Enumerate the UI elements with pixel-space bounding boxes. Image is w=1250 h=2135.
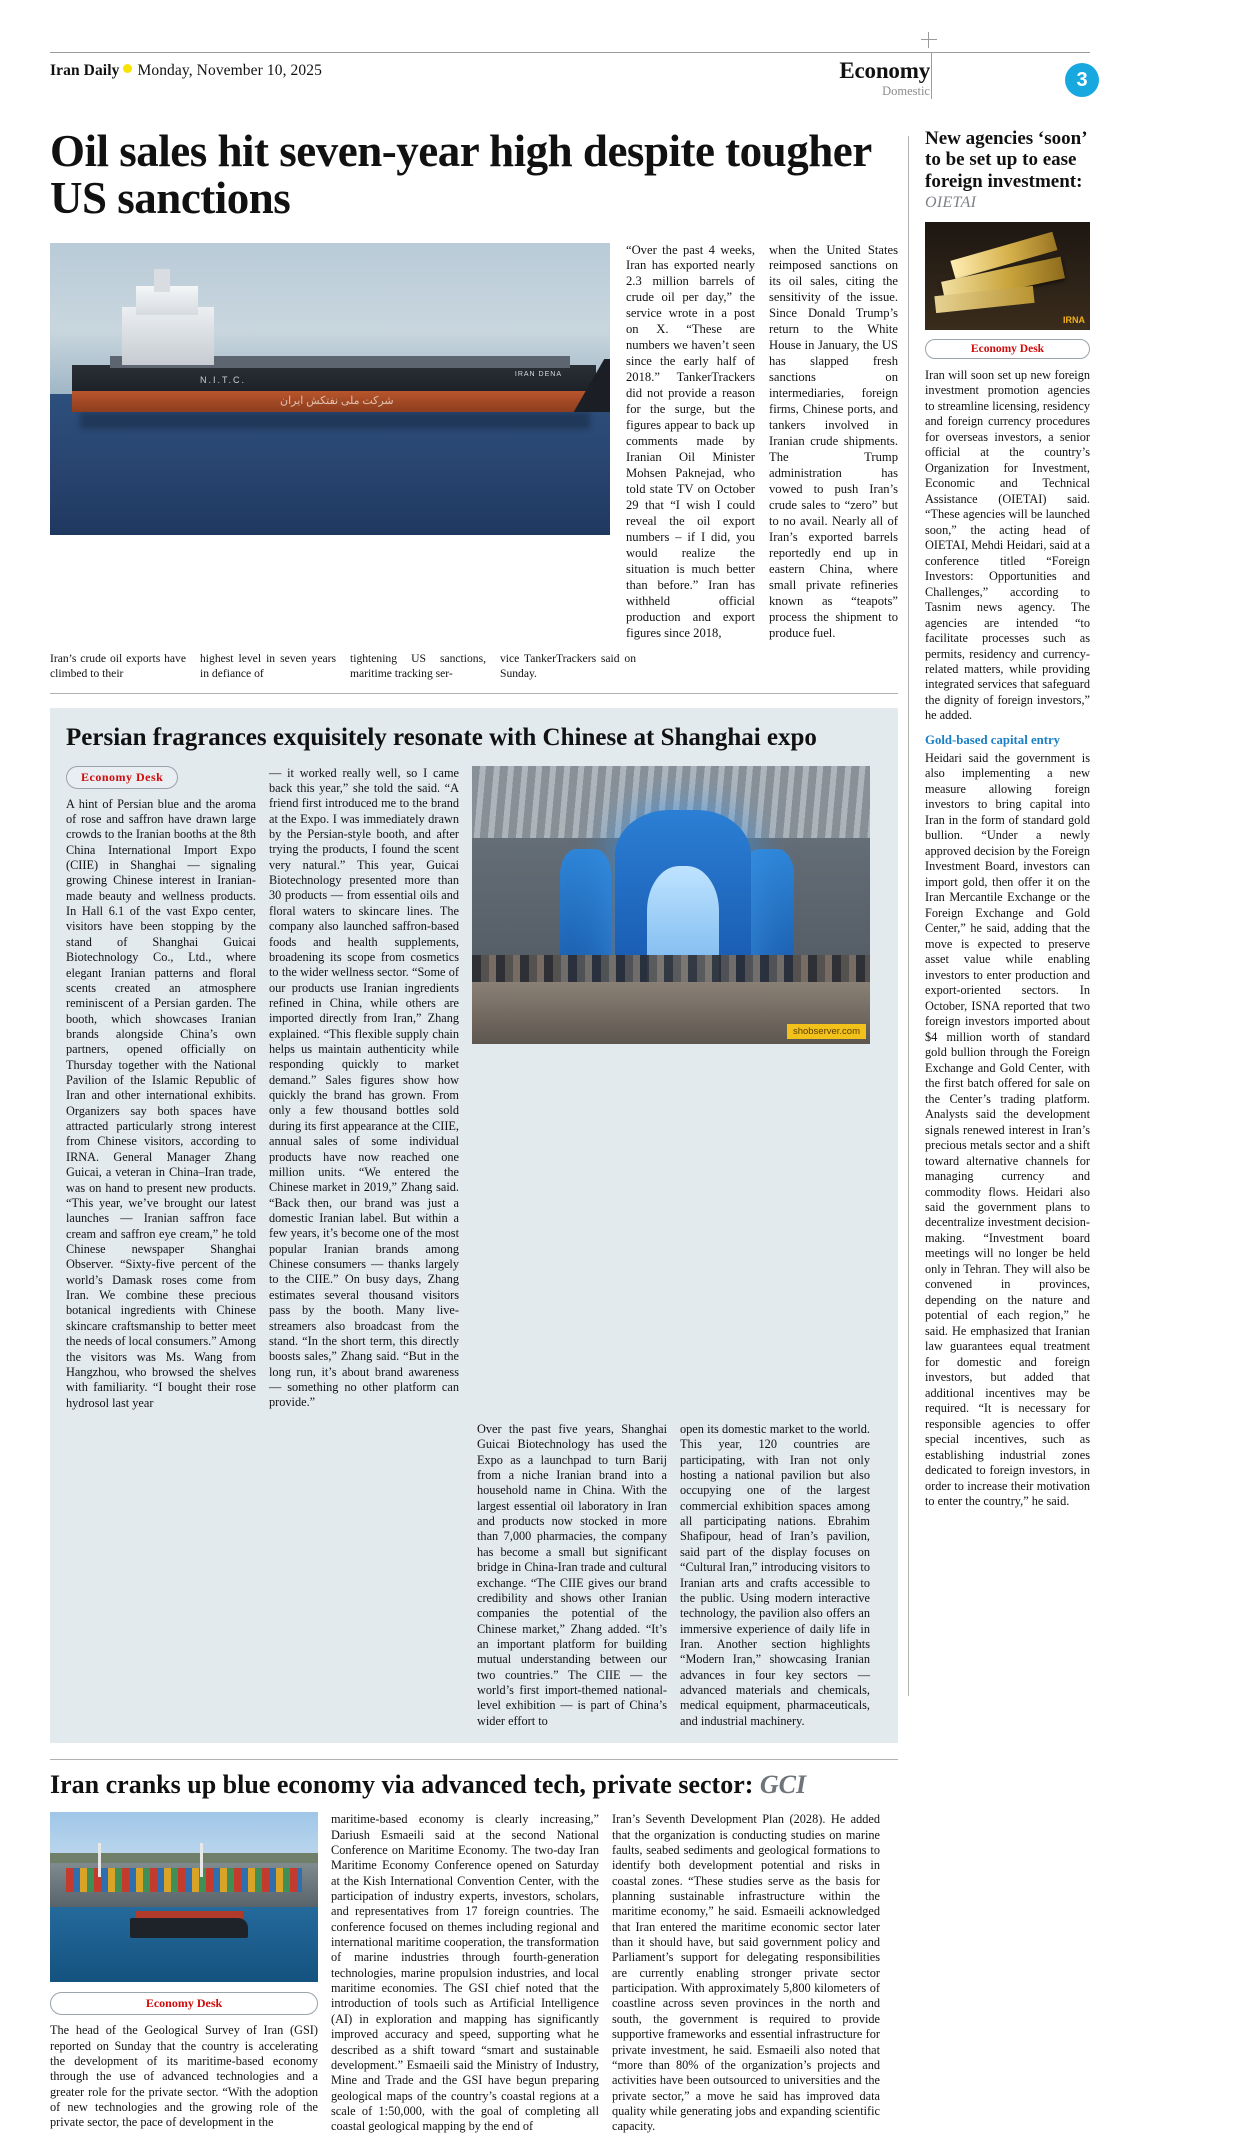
rail-body-1 [925,368,1090,724]
blue-economy-column-2-text: Iran’s Seventh Development Plan (2028). He added that the organization is conducting studies on marine faults, seabed sediments and geological formations to identify both development potential and risks in coastal zones. “These studies serve as the basis for planning sustainable infrastructure within the maritime economy,” he said. Esmaeili acknowledged that Iran entered the maritime economic sector later than it should have, but said government policy and Parliament’s support for delegating responsibilities are currently enabling stronger private sector participation. With approximately 5,800 kilometers of coastline across seven provinces in the north and south, the government is required to provide supportive frameworks and essential infrastructure for private investment, he said. Esmaeili also noted that “more than 80% of the organization’s projects and activities have been outsourced to universities and the private sector,” a move he said has improved data quality while generating jobs and expanding scientific capacity. [612,1812,880,2134]
shanghai-column-2 [269,766,459,1411]
blue-economy-headline [50,1770,898,1800]
rail-headline: New agencies ‘soon’ to be set up to ease foreign investment: [925,128,1087,192]
blue-economy-left-text: The head of the Geological Survey of Iran (GSI) reported on Sunday that the country is accelerating the development of its maritime-based economy through the use of advanced technologies and a greater role for the private sector. “With the adoption of new technologies and the growing role of the private sector, the pace of development in the [50,2023,318,2130]
economy-desk-badge: Economy Desk [66,766,178,789]
caption-cell-3: tightening US sanctions, maritime tracking ser- [350,652,486,680]
shanghai-bottom-spacer [66,1422,464,1729]
shanghai-column-1 [66,766,256,1411]
masthead-vertical-divider [931,53,932,99]
rail-vertical-divider [908,136,909,1696]
blue-economy-columns [50,1812,898,2135]
bullet-dot-icon [123,64,132,73]
gold-bullion-photo [925,222,1090,330]
shanghai-bottom-column-1-text: Over the past five years, Shanghai Guicai Biotechnology has used the Expo as a launchpad to turn Barij from a niche Iranian brand into a household name in China. With the largest essential oil laboratory in Iran and products now stocked in more than 7,000 pharmacies, the company has become a small but significant bridge in China-Iran trade and cultural exchange. “The CIIE gives our brand credibility and shows other Iranian companies the potential of the Chinese market,” Zhang added. “It’s an important platform for building mutual understanding between our two countries.” The CIIE — the world’s first import-themed national-level exhibition — is part of China’s wider effort to [477,1421,667,1728]
lead-column-2 [769,243,898,643]
photo-credit-irna: IRNA [1063,314,1085,325]
blue-economy-left [50,1812,318,2135]
port-terminal-photo [50,1812,318,1982]
shanghai-bottom-row [66,1422,882,1729]
lead-column-1 [626,243,755,643]
blue-economy-headline-main: Iran cranks up blue economy via advanced tech, private sector: [50,1770,754,1800]
page-number-badge: 3 [1065,63,1099,97]
caption-cell-4: vice TankerTrackers said on Sunday. [500,652,636,680]
rail-body-2 [925,751,1090,1510]
blue-economy-column-1-text: maritime-based economy is clearly increasing,” Dariush Esmaeili said at the second National Conference on Maritime Economy. The two-day Iran Maritime Economy Conference opened on Saturday at the Kish International Convention Center, with the participation of industry experts, investors, scholars, and representatives from 17 foreign countries. The conference focused on themes including regional and international maritime cooperation, the transformation of marine industries through fourth-generation technologies, marine propulsion industries, and local maritime economies. The GSI chief noted that the introduction of tools such as Artificial Intelligence (AI) in exploration and mapping has significantly improved accuracy and speed, supporting what he described as a shift toward “smart and sustainable development.” Esmaeili said the Ministry of Industry, Mine and Trade and the GSI have begun preparing geological maps of the country’s coastal regions at a scale of 1:50,000, with the goal of completing all coastal geological mapping by the end of [331,1812,599,2134]
lead-photo-caption [50,642,898,681]
rail-kicker: OIETAI [925,193,977,211]
masthead-left [50,62,322,80]
lead-column-1-text: “Over the past 4 weeks, Iran has exported nearly 2.3 million barrels of crude oil per day,” the service wrote in a post on X. “These are numbers we haven’t seen since the early half of 2018.” TankerTrackers did not provide a reason for the surge, but the figures appear to back up comments made by Iranian Oil Minister Mohsen Paknejad, who told state TV on October 29 that “I wish I could reveal the oil export numbers – if I did, you would realize the situation is much better than before.” Iran has withheld official production and export figures since 2018, [626,242,755,641]
blue-economy-column-2 [612,1812,880,2135]
tanker-hull-marking: N.I.T.C. [200,375,247,386]
section-subtitle: Domestic [882,84,930,99]
shanghai-expo-pavilion-photo [472,766,870,1044]
tanker-persian-marking: شرکت ملی نفتکش ایران [280,395,394,408]
blue-economy-article [50,1770,898,2135]
caption-cell-1: Iran’s crude oil exports have climbed to their [50,652,186,680]
section-title: Economy [839,58,930,83]
economy-desk-badge-blue: Economy Desk [50,1992,318,2015]
tanker-bow-marking: IRAN DENA [514,370,562,378]
crop-mark-icon [921,32,937,48]
shanghai-column-2-text: — it worked really well, so I came back this year,” she told the said. “A friend first introduced me to the brand at the Expo. I was immediately drawn by the Persian-style booth, and after trying the products, I found the scent very natural.” This year, Guicai Biotechnology presented more than 30 products — from essential oils and floral waters to skincare lines. The company also launched saffron-based foods and health supplements, broadening its scope from cosmetics to the wider wellness sector. “Some of our products use Iranian ingredients refined in China, while others are imported directly from Iran,” Zhang explained. “This flexible supply chain helps us maintain authenticity while responding quickly to market demand.” Sales figures show how quickly the brand has grown. From only a few thousand bottles sold during its first appearance at the CIIE, annual sales of some individual products have now reached one million units. “We entered the Chinese market in 2019,” Zhang said. “Back then, our brand was just a domestic Iranian label. But within a few years, it’s become one of the most popular Iranian brands among Chinese consumers — thanks largely to the CIIE.” On busy days, Zhang estimates several thousand visitors pass by the booth. Many live-streamers also broadcast from the stand. “In the short term, this directly boosts sales,” Zhang said. “But in the long run, it’s about brand awareness — something no other platform can provide.” [269,765,459,1410]
right-rail [925,128,1090,1510]
section-heading [690,59,930,99]
rail-body-2-text: Heidari said the government is also implementing a new measure allowing foreign investors to bring capital into Iran in the form of standard gold bullion. “Under a newly approved decision by the Foreign Investment Board, investors can import gold, then offer it on the Iran Mercantile Exchange or the Foreign Exchange and Gold Center,” he said, adding that the move is expected to preserve asset value while enabling investors to enter production and export-oriented sectors. In October, ISNA reported that two foreign investors imported about $4 million worth of standard gold bullion through the Foreign Exchange and Gold Center, with the first batch offered for sale on the Center’s trading platform. Analysts said the development signals renewed interest in Iran’s precious metals sector and a shift toward alternative channels for managing currency and commodity flows. Heidari also said the government plans to decentralize investment decision-making. “Investment board meetings will no longer be held only in Tehran. They will also be convened in provinces, depending on the nature and potential of each region,” he said. He emphasized that Iranian law guarantees equal treatment for domestic and foreign investors, but added that additional incentives may be required. “It is necessary for responsible agencies to offer special incentives, such as establishing industrial zones dedicated to foreign investors, in order to increase their motivation to enter the country,” he said. [925,750,1090,1509]
shanghai-column-1-text: A hint of Persian blue and the aroma of rose and saffron have drawn large crowds to the Iranian booths at the 8th China International Import Expo (CIIE) in Shanghai — signaling growing Chinese interest in Iranian-made beauty and wellness products. In Hall 6.1 of the vast Expo center, visitors have been stopping by the stand of Shanghai Guicai Biotechnology Co., Ltd., where elegant Iranian patterns and floral scents created an atmosphere reminiscent of a Persian garden. The booth, which showcases Iranian brands alongside China’s own partners, opened officially on Thursday together with the National Pavilion of the Islamic Republic of Iran and other international exhibits. Organizers say both spaces have attracted particularly strong interest from Chinese visitors, according to IRNA. General Manager Zhang Guicai, a veteran in China–Iran trade, was on hand to present new products. “This year, we’ve brought our latest launches — Iranian saffron face cream and saffron eye cream,” he told Chinese newspaper Shanghai Observer. “Sixty-five percent of the world’s Damask roses come from Iran. We combine these precious botanical ingredients with Chinese skincare craftsmanship to better meet the needs of local consumers.” Among the visitors was Ms. Wang from Hangzhou, who browsed the shelves with familiarity. “I bought their rose hydrosol last year [66,796,256,1410]
section-rule-1 [50,693,898,694]
shanghai-article [50,708,898,1743]
shanghai-bottom-column-2 [680,1422,870,1729]
lead-article-columns [626,243,898,643]
shanghai-headline: Persian fragrances exquisitely resonate with Chinese at Shanghai expo [66,724,817,752]
publication-name: Iran Daily [50,62,120,79]
shanghai-top-row [66,766,882,1411]
lead-headline: Oil sales hit seven-year high despite tougher US sanctions [50,126,871,224]
blue-economy-column-1 [331,1812,599,2135]
economy-desk-badge-rail: Economy Desk [925,339,1090,359]
lead-column-2-text: when the United States reimposed sanctions on its oil sales, citing the sensitivity of the issue. Since Donald Trump’s return to the White House in January, the US has slapped fresh sanctions on intermediaries, foreign firms, Chinese ports, and tankers involved in Iranian crude shipments. The Trump administration has vowed to push Iran’s crude sales to “zero” but to no avail. Nearly all of Iran’s exported barrels reportedly end up in eastern China, where small private refineries known as “teapots” process the shipment to produce fuel. [769,242,898,641]
main-content [50,128,898,2135]
photo-credit: shobserver.com [787,1024,866,1039]
rail-subhead: Gold-based capital entry [925,732,1061,747]
caption-cell-2: highest level in seven years in defiance of [200,652,336,680]
publication-date: Monday, November 10, 2025 [137,62,322,79]
oil-tanker-photo [50,243,610,535]
blue-economy-headline-source: GCI [759,1770,807,1800]
shanghai-bottom-column-2-text: open its domestic market to the world. This year, 120 countries are participating, with Iran not only hosting a national pavilion but also occupying one of the largest commercial exhibition spaces among all participating nations. Ebrahim Shafipour, head of Iran’s pavilion, said part of the display focuses on “Cultural Iran,” introducing visitors to Iranian arts and crafts accessible to the public. Using modern interactive technology, the pavilion also offers an immersive experience of daily life in Iran. Another section highlights “Modern Iran,” showcasing Iranian advances in four key sectors — advanced materials and chemicals, medical equipment, pharmaceuticals, and industrial machinery. [680,1421,870,1728]
masthead [50,52,1090,99]
section-rule-2 [50,1759,898,1760]
rail-body-1-text: Iran will soon set up new foreign investment promotion agencies to streamline licensing, residency and foreign currency procedures for overseas investors, a senior official at the country’s Organization for Investment, Economic and Technical Assistance (OIETAI) said. “These agencies will be launched soon,” the acting head of OIETAI, Mehdi Heidari, said at a conference titled “Foreign Investors: Opportunities and Challenges,” according to Tasnim news agency. The agencies are intended “to facilitate processes such as permits, residency and currency-related matters, while providing integrated services that safeguard the dignity of foreign investors,” he added. [925,367,1090,723]
shanghai-bottom-column-1 [477,1422,667,1729]
